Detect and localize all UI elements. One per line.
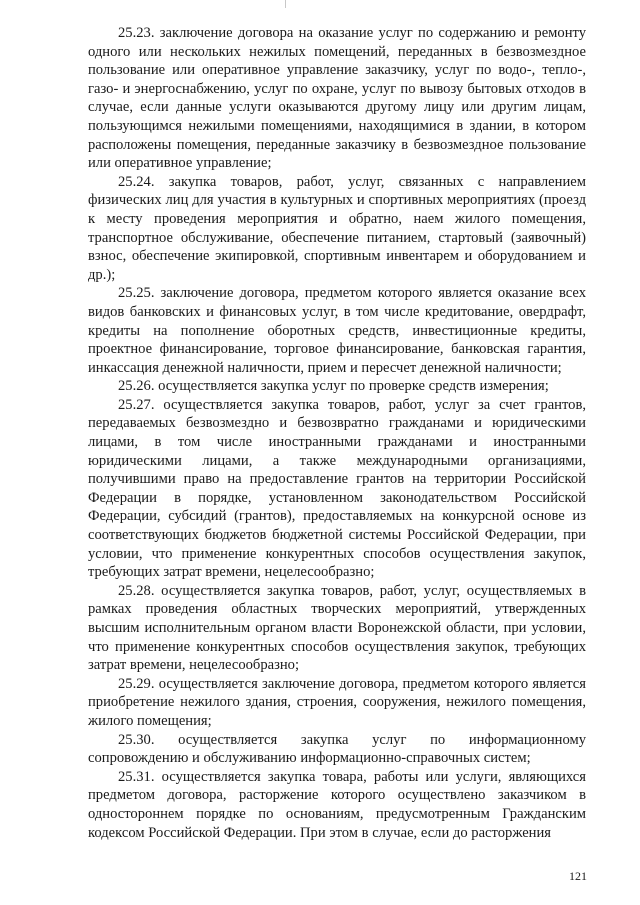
clause-25-27: 25.27. осуществляется закупка товаров, работ, услуг за счет грантов, передаваемых безвозмездно и безвозвратно гражданами и юридическими лицами, в том числе иностранными гражданами и иностранными юридическими лицами, а также международными организациями, получившими право на предоставление грантов на территории Российской Федерации в порядке, установленном законодательством Российской Федерации, субсидий (грантов), предоставляемых на конкурсной основе из соответствующих бюджетов бюджетной системы Российской Федерации, при условии, что применение конкурентных способов осуществления закупок, требующих затрат времени, нецелесообразно; bbox=[88, 396, 586, 581]
clause-25-24: 25.24. закупка товаров, работ, услуг, связанных с направлением физических лиц для участия в культурных и спортивных мероприятиях (проезд к месту проведения мероприятия и обратно, наем жилого помещения, транспортное обслуживание, обеспечение питанием, стартовый (заявочный) взнос, обеспечение экипировкой, спортивным инвентарем и оборудованием и др.); bbox=[88, 173, 586, 283]
clause-25-25: 25.25. заключение договора, предметом которого является оказание всех видов банковских и финансовых услуг, в том числе кредитование, овердрафт, кредиты на пополнение оборотных средств, инвестиционные кредиты, проектное финансирование, торговое финансирование, банковская гарантия, инкассация денежной наличности, прием и пересчет денежной наличности; bbox=[88, 285, 586, 376]
clause-25-26: 25.26. осуществляется закупка услуг по проверке средств измерения; bbox=[118, 378, 549, 395]
clause-25-30: 25.30. осуществляется закупка услуг по информационному сопровождению и обслуживанию информационно-справочных систем; bbox=[88, 731, 586, 767]
clause-25-31: 25.31. осуществляется закупка товара, работы или услуги, являющихся предметом договора, расторжение которого осуществлено заказчиком в одностороннем порядке по основаниям, предусмотренным Гражданским кодексом Российской Федерации. При этом в случае, если до расторжения bbox=[88, 768, 586, 841]
document-page bbox=[88, 24, 586, 842]
scan-artifact-line bbox=[285, 0, 286, 8]
clause-25-23: 25.23. заключение договора на оказание услуг по содержанию и ремонту одного или нескольких нежилых помещений, переданных в безвозмездное пользование или оперативное управление заказчику, услуг по водо-, тепло-, газо- и энергоснабжению, услуг по охране, услуг по вывозу бытовых отходов в случае, если данные услуги оказываются другому лицу или другим лицам, пользующимся нежилыми помещениями, находящимися в здании, в котором расположены помещения, переданные заказчику в безвозмездное пользование или оперативное управление; bbox=[88, 25, 586, 172]
clause-25-29: 25.29. осуществляется заключение договора, предметом которого является приобретение нежилого здания, строения, сооружения, нежилого помещения, жилого помещения; bbox=[88, 675, 586, 729]
clause-25-28: 25.28. осуществляется закупка товаров, работ, услуг, осуществляемых в рамках проведения областных творческих мероприятий, утвержденных высшим исполнительным органом власти Воронежской области, при условии, что применение конкурентных способов осуществления закупок, требующих затрат времени, нецелесообразно; bbox=[88, 582, 586, 674]
page-number: 121 bbox=[569, 869, 587, 883]
